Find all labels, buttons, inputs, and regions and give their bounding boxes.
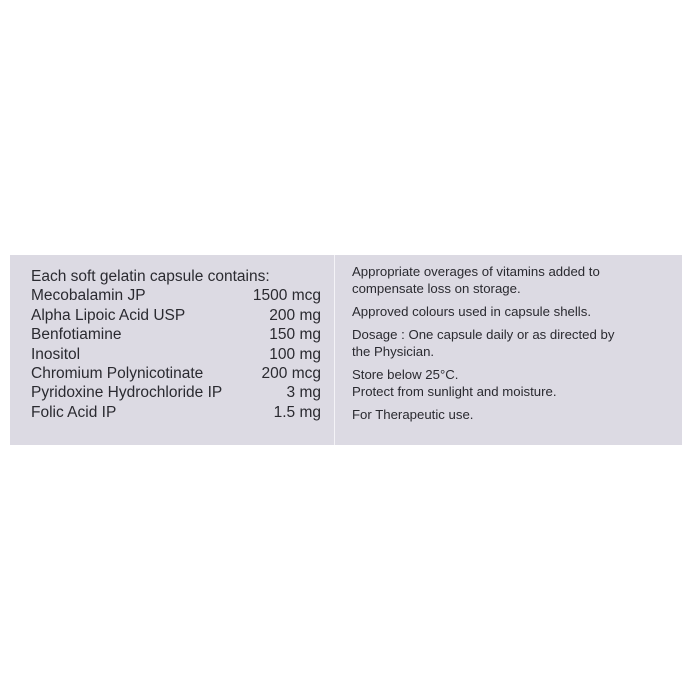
ingredient-amount: 3 mg (286, 384, 321, 402)
use-note: For Therapeutic use. (352, 407, 474, 422)
colours-note: Approved colours used in capsule shells. (352, 304, 591, 319)
ingredient-name: Alpha Lipoic Acid USP (31, 306, 186, 324)
ingredient-amount: 150 mg (269, 326, 321, 344)
protect-note: Protect from sunlight and moisture. (352, 384, 557, 399)
ingredient-amount: 1500 mcg (252, 287, 321, 305)
composition-heading: Each soft gelatin capsule contains: (31, 268, 270, 285)
dosage-note-line1: Dosage : One capsule daily or as directed by (352, 327, 615, 342)
ingredient-name: Inositol (31, 345, 81, 363)
label-panel (10, 255, 682, 445)
ingredient-row (31, 364, 321, 383)
overages-note-line2: compensate loss on storage. (352, 281, 521, 296)
ingredient-row (31, 403, 321, 422)
ingredient-row (31, 286, 321, 305)
ingredient-row (31, 345, 321, 364)
ingredient-name: Mecobalamin JP (31, 287, 146, 305)
dosage-note-line2: the Physician. (352, 344, 435, 359)
ingredient-amount: 1.5 mg (273, 403, 321, 421)
overages-note-line1: Appropriate overages of vitamins added to (352, 264, 600, 279)
ingredient-amount: 200 mg (269, 306, 321, 324)
ingredient-name: Benfotiamine (31, 326, 122, 344)
column-divider (334, 255, 335, 445)
ingredient-row (31, 325, 321, 344)
ingredient-amount: 200 mcg (261, 365, 321, 383)
ingredient-name: Pyridoxine Hydrochloride IP (31, 384, 223, 402)
composition-section (31, 267, 321, 422)
ingredient-row (31, 383, 321, 402)
ingredient-amount: 100 mg (269, 345, 321, 363)
ingredient-name: Folic Acid IP (31, 403, 117, 421)
storage-note: Store below 25°C. (352, 367, 459, 382)
notes-section (352, 263, 672, 423)
ingredient-row (31, 306, 321, 325)
ingredient-name: Chromium Polynicotinate (31, 365, 204, 383)
